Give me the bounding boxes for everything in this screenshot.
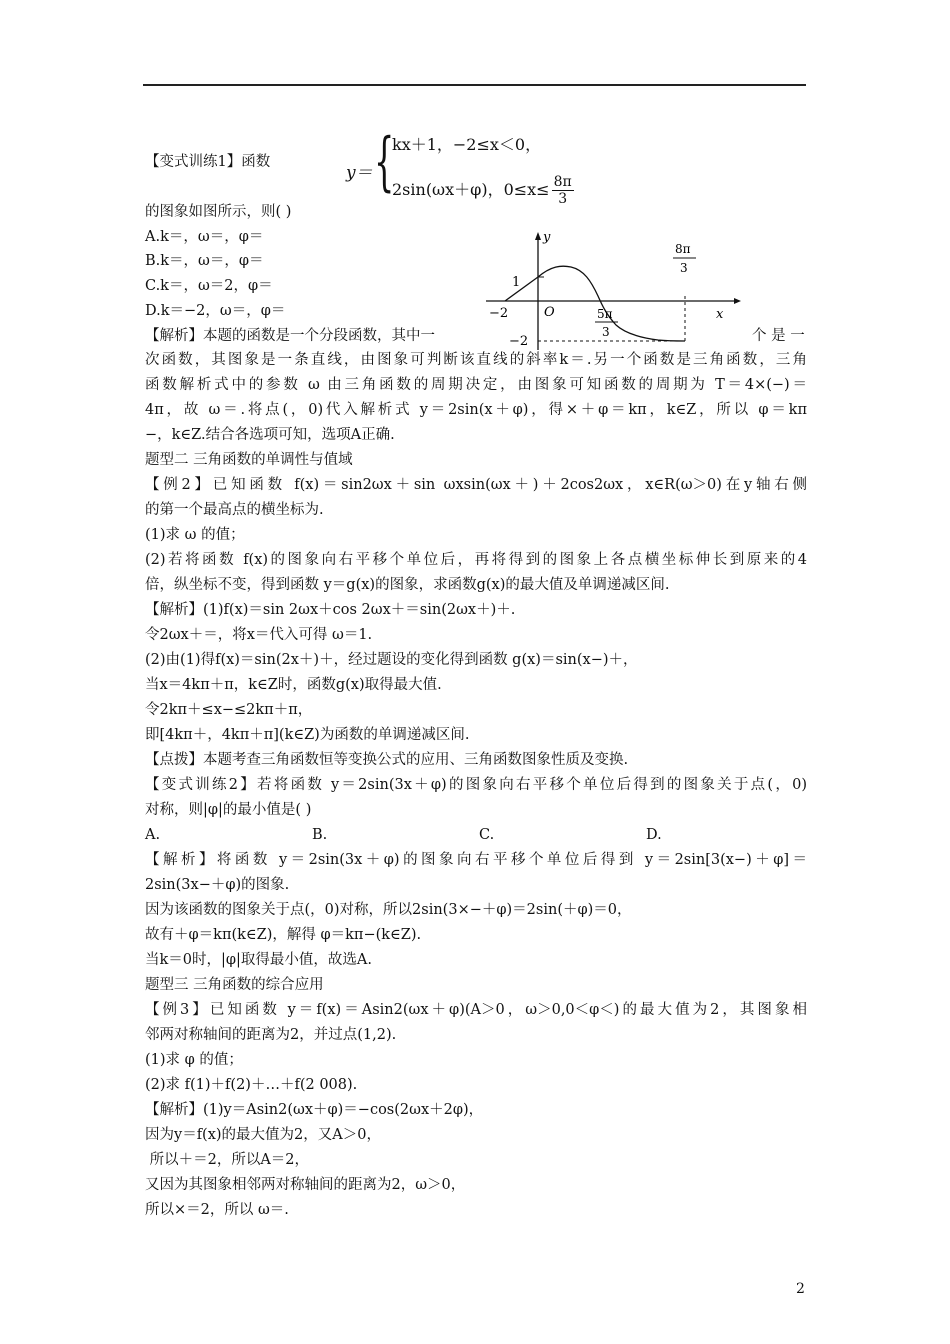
graph-x-label: x [716, 307, 724, 322]
text-line: 【点拨】本题考查三角函数恒等变换公式的应用、三角函数图象性质及变换. [145, 752, 629, 768]
text-line: 令2kπ＋≤x−≤2kπ＋π， [145, 702, 313, 718]
option-c: C.k＝，ω＝2，φ＝ [145, 278, 273, 294]
text-line: 【解析】将函数 y＝2sin(3x＋φ)的图象向右平移个单位后得到 y＝2sin[3(x−)＋φ]＝ [145, 852, 807, 868]
page-number: 2 [796, 1281, 805, 1297]
text-line: 2sin(3x−＋φ)的图象. [145, 877, 290, 893]
graph-tick-1: 1 [512, 275, 521, 290]
text-line: 所以＋＝2，所以A＝2， [145, 1152, 310, 1168]
section-heading: 题型三 三角函数的综合应用 [145, 977, 324, 993]
text-line: 【例3】已知函数 y＝f(x)＝Asin2(ωx＋φ)(A＞0，ω＞0,0＜φ＜)的最大值为2，其图象相 [145, 1002, 807, 1018]
formula-lhs: y＝ [346, 163, 373, 183]
graph-tick-5pi-num: 5π [597, 307, 613, 321]
text-line: 因为该函数的图象关于点(，0)对称，所以2sin(3×−＋φ)＝2sin(＋φ)＝0， [145, 902, 632, 918]
text-line: 【变式训练2】若将函数 y＝2sin(3x＋φ)的图象向右平移个单位后得到的图象关于点(，0) [145, 777, 807, 793]
text-line: 因为y＝f(x)的最大值为2，又A＞0， [145, 1127, 381, 1143]
graph-tick-neg2-x: −2 [489, 306, 509, 321]
text-line: 【解析】(1)f(x)＝sin 2ωx＋cos 2ωx＋＝sin(2ωx＋)＋. [145, 602, 516, 618]
header-rule [143, 84, 806, 86]
option-b: B.k＝，ω＝，φ＝ [145, 253, 264, 269]
text-line: 又因为其图象相邻两对称轴间的距离为2，ω＞0， [145, 1177, 466, 1193]
option-d: D.k＝−2，ω＝，φ＝ [145, 303, 286, 319]
text-line: 即[4kπ＋，4kπ＋π](k∈Z)为函数的单调递减区间. [145, 727, 470, 743]
choice-a: A. [145, 827, 161, 843]
formula-row-2: 2sin(ωx＋φ)，0≤x≤ $\frac{8\pi}{3}$ [392, 174, 572, 207]
formula-brace: { [374, 125, 395, 199]
text-line: (2)若将函数 f(x)的图象向右平移个单位后，再将得到的图象上各点横坐标伸长到原来的4 [145, 552, 807, 568]
formula-row-1: kx＋1，−2≤x＜0， [392, 135, 542, 154]
text-line: 的图象如图所示，则( ) [145, 204, 292, 220]
text-line: 【解析】(1)y＝Asin2(ωx＋φ)＝−cos(2ωx＋2φ)， [145, 1102, 484, 1118]
analysis-line-tail: 个 是 一 [752, 328, 805, 344]
text-line: 的第一个最高点的横坐标为. [145, 502, 324, 518]
text-line: 当x＝4kπ＋π，k∈Z时，函数g(x)取得最大值. [145, 677, 442, 693]
text-line: 4π，故 ω＝.将点(，0)代入解析式 y＝2sin(x＋φ)，得×＋φ＝kπ，k∈Z，所以 φ＝kπ [145, 402, 807, 418]
text-line: 函数解析式中的参数 ω 由三角函数的周期决定，由图象可知函数的周期为 T＝4×(−)＝ [145, 377, 807, 393]
text-line: (1)求 φ 的值； [145, 1052, 243, 1068]
text-line: 所以×＝2，所以 ω＝. [145, 1202, 289, 1218]
choice-d: D. [646, 827, 662, 843]
text-line: 倍，纵坐标不变，得到函数 y＝g(x)的图象，求函数g(x)的最大值及单调递减区间. [145, 577, 670, 593]
graph-origin-label: O [544, 305, 555, 320]
option-a: A.k＝，ω＝，φ＝ [145, 229, 264, 245]
graph-tick-8pi-den: 3 [680, 261, 688, 275]
graph-tick-neg2-y: −2 [509, 334, 529, 349]
piecewise-formula [346, 125, 606, 208]
text-line: 邻两对称轴间的距离为2，并过点(1,2). [145, 1027, 397, 1043]
text-line: (2)由(1)得f(x)＝sin(2x＋)＋，经过题设的变化得到函数 g(x)＝sin(x−)＋， [145, 652, 638, 668]
analysis-line: 【解析】本题的函数是一个分段函数，其中一 [145, 328, 435, 344]
text-line: 次函数，其图象是一条直线，由图象可判断该直线的斜率k＝.另一个函数是三角函数，三角 [145, 352, 807, 368]
text-line: 【例2】已知函数 f(x)＝sin2ωx＋sin ωxsin(ωx＋)＋2cos2ωx，x∈R(ω＞0)在y轴右侧 [145, 477, 807, 493]
text-line: 对称，则|φ|的最小值是( ) [145, 802, 312, 818]
text-line: −，k∈Z.结合各选项可知，选项A正确. [145, 427, 395, 443]
graph-y-label: y [543, 230, 551, 245]
text-line: 故有＋φ＝kπ(k∈Z)，解得 φ＝kπ−(k∈Z). [145, 927, 422, 943]
text-line: (1)求 ω 的值； [145, 527, 245, 543]
section-heading: 题型二 三角函数的单调性与值域 [145, 452, 353, 468]
choice-c: C. [479, 827, 495, 843]
graph-tick-8pi-num: 8π [675, 242, 691, 256]
choice-b: B. [312, 827, 328, 843]
graph-tick-5pi-den: 3 [602, 325, 610, 339]
text-line: 令2ωx＋＝，将x＝代入可得 ω＝1. [145, 627, 373, 643]
exercise-1-label: 【变式训练1】函数 [145, 154, 271, 170]
text-line: 当k＝0时，|φ|取得最小值，故选A. [145, 952, 373, 968]
function-graph [476, 226, 746, 356]
text-line: (2)求 f(1)＋f(2)＋…＋f(2 008). [145, 1077, 358, 1093]
